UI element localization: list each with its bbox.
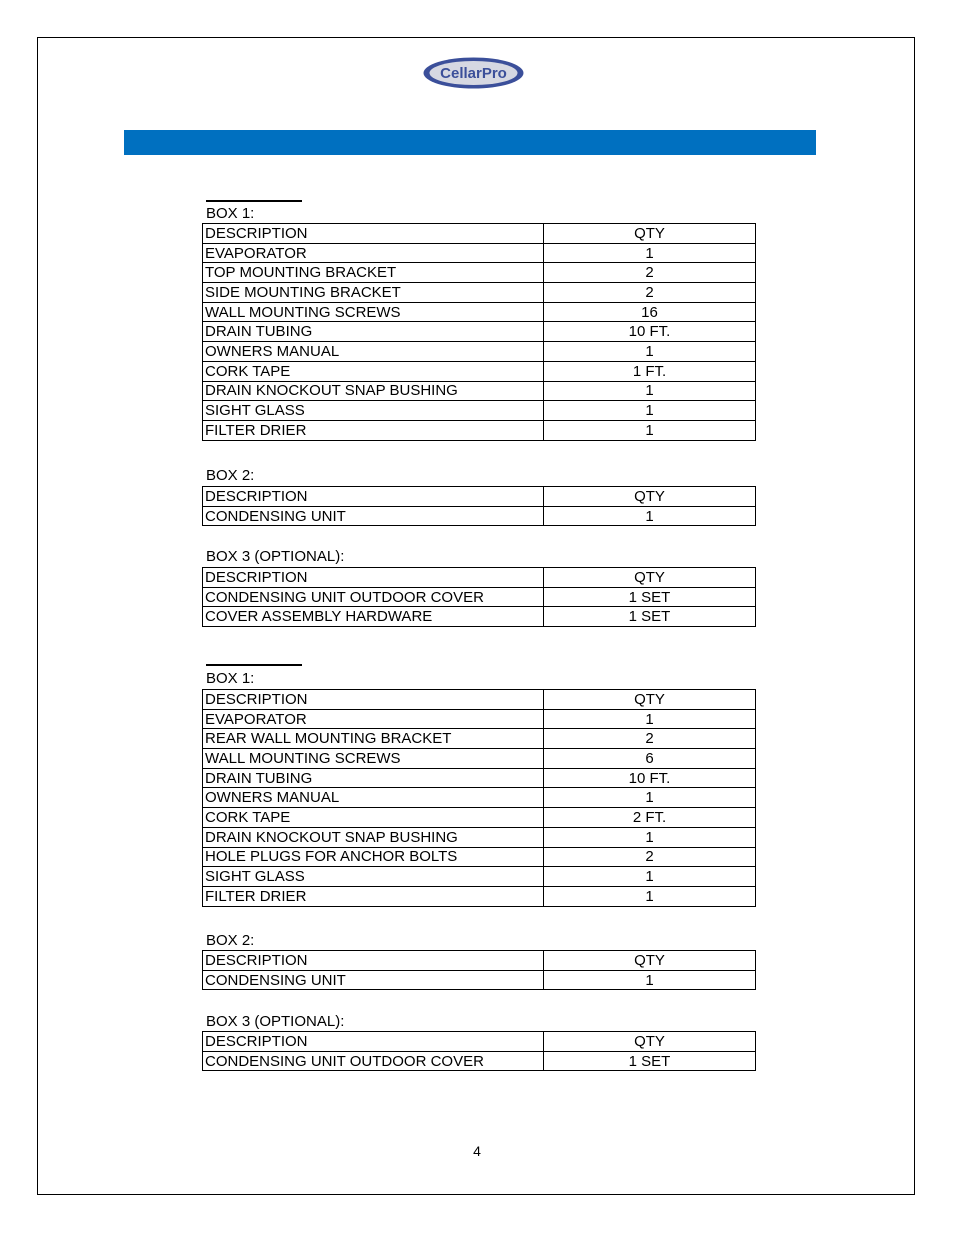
qty-cell: 1 SET: [544, 1051, 756, 1071]
parts-table: [202, 950, 756, 990]
qty-cell: 16: [544, 302, 756, 322]
table-row: [203, 587, 756, 607]
table-row: [203, 263, 756, 283]
qty-cell: 10 FT.: [544, 768, 756, 788]
description-cell: SIGHT GLASS: [203, 401, 544, 421]
description-cell: CONDENSING UNIT: [203, 970, 544, 990]
qty-cell: 1: [544, 506, 756, 526]
description-cell: HOLE PLUGS FOR ANCHOR BOLTS: [203, 847, 544, 867]
description-cell: DESCRIPTION: [203, 1032, 544, 1052]
description-cell: OWNERS MANUAL: [203, 788, 544, 808]
qty-cell: QTY: [544, 224, 756, 244]
description-cell: DESCRIPTION: [203, 487, 544, 507]
qty-cell: 1: [544, 827, 756, 847]
qty-cell: 1: [544, 401, 756, 421]
qty-cell: 1: [544, 342, 756, 362]
description-cell: COVER ASSEMBLY HARDWARE: [203, 607, 544, 627]
table-header-row: [203, 1032, 756, 1052]
qty-cell: 1: [544, 788, 756, 808]
box-label: BOX 2:: [206, 467, 255, 484]
qty-cell: 1: [544, 886, 756, 906]
heading-underline: [206, 200, 302, 202]
table-row: [203, 607, 756, 627]
description-cell: CONDENSING UNIT OUTDOOR COVER: [203, 1051, 544, 1071]
description-cell: WALL MOUNTING SCREWS: [203, 302, 544, 322]
section-header-bar: [124, 130, 816, 155]
table-row: [203, 506, 756, 526]
qty-cell: QTY: [544, 690, 756, 710]
table-row: [203, 768, 756, 788]
parts-table: [202, 486, 756, 526]
table-header-row: [203, 690, 756, 710]
qty-cell: 1 FT.: [544, 361, 756, 381]
description-cell: DESCRIPTION: [203, 690, 544, 710]
description-cell: DESCRIPTION: [203, 951, 544, 971]
qty-cell: 1 SET: [544, 587, 756, 607]
description-cell: DESCRIPTION: [203, 568, 544, 588]
table-row: [203, 420, 756, 440]
description-cell: SIDE MOUNTING BRACKET: [203, 283, 544, 303]
qty-cell: QTY: [544, 951, 756, 971]
table-header-row: [203, 487, 756, 507]
qty-cell: 1: [544, 243, 756, 263]
description-cell: DRAIN TUBING: [203, 768, 544, 788]
description-cell: DRAIN KNOCKOUT SNAP BUSHING: [203, 827, 544, 847]
svg-text:CellarPro: CellarPro: [440, 65, 507, 82]
table-row: [203, 827, 756, 847]
qty-cell: 2: [544, 283, 756, 303]
parts-table: [202, 1031, 756, 1071]
cellarpro-logo: [422, 56, 525, 90]
description-cell: FILTER DRIER: [203, 420, 544, 440]
description-cell: CORK TAPE: [203, 808, 544, 828]
qty-cell: QTY: [544, 1032, 756, 1052]
qty-cell: 1: [544, 420, 756, 440]
qty-cell: 2: [544, 847, 756, 867]
description-cell: TOP MOUNTING BRACKET: [203, 263, 544, 283]
table-row: [203, 1051, 756, 1071]
table-row: [203, 808, 756, 828]
qty-cell: 2: [544, 263, 756, 283]
table-row: [203, 729, 756, 749]
table-row: [203, 361, 756, 381]
qty-cell: 1: [544, 381, 756, 401]
description-cell: DRAIN KNOCKOUT SNAP BUSHING: [203, 381, 544, 401]
qty-cell: 1: [544, 970, 756, 990]
table-row: [203, 788, 756, 808]
parts-table: [202, 689, 756, 907]
qty-cell: 10 FT.: [544, 322, 756, 342]
qty-cell: QTY: [544, 487, 756, 507]
table-row: [203, 243, 756, 263]
table-row: [203, 302, 756, 322]
description-cell: OWNERS MANUAL: [203, 342, 544, 362]
description-cell: CONDENSING UNIT OUTDOOR COVER: [203, 587, 544, 607]
description-cell: CORK TAPE: [203, 361, 544, 381]
table-header-row: [203, 568, 756, 588]
table-header-row: [203, 224, 756, 244]
description-cell: EVAPORATOR: [203, 709, 544, 729]
description-cell: EVAPORATOR: [203, 243, 544, 263]
table-row: [203, 381, 756, 401]
qty-cell: 2 FT.: [544, 808, 756, 828]
page-number: 4: [473, 1143, 481, 1159]
table-row: [203, 322, 756, 342]
qty-cell: 1: [544, 709, 756, 729]
parts-table: [202, 567, 756, 627]
table-row: [203, 970, 756, 990]
description-cell: FILTER DRIER: [203, 886, 544, 906]
qty-cell: 1 SET: [544, 607, 756, 627]
description-cell: CONDENSING UNIT: [203, 506, 544, 526]
qty-cell: 2: [544, 729, 756, 749]
parts-table: [202, 223, 756, 441]
box-label: BOX 2:: [206, 932, 255, 949]
heading-underline: [206, 664, 302, 666]
table-row: [203, 867, 756, 887]
box-label: BOX 3 (OPTIONAL):: [206, 1013, 345, 1030]
description-cell: WALL MOUNTING SCREWS: [203, 749, 544, 769]
box-label: BOX 3 (OPTIONAL):: [206, 548, 345, 565]
qty-cell: 1: [544, 867, 756, 887]
box-label: BOX 1:: [206, 205, 255, 222]
table-row: [203, 709, 756, 729]
table-row: [203, 283, 756, 303]
description-cell: REAR WALL MOUNTING BRACKET: [203, 729, 544, 749]
table-row: [203, 401, 756, 421]
table-row: [203, 749, 756, 769]
qty-cell: 6: [544, 749, 756, 769]
table-row: [203, 847, 756, 867]
qty-cell: QTY: [544, 568, 756, 588]
table-row: [203, 886, 756, 906]
table-header-row: [203, 951, 756, 971]
table-row: [203, 342, 756, 362]
description-cell: DESCRIPTION: [203, 224, 544, 244]
description-cell: SIGHT GLASS: [203, 867, 544, 887]
box-label: BOX 1:: [206, 670, 255, 687]
description-cell: DRAIN TUBING: [203, 322, 544, 342]
